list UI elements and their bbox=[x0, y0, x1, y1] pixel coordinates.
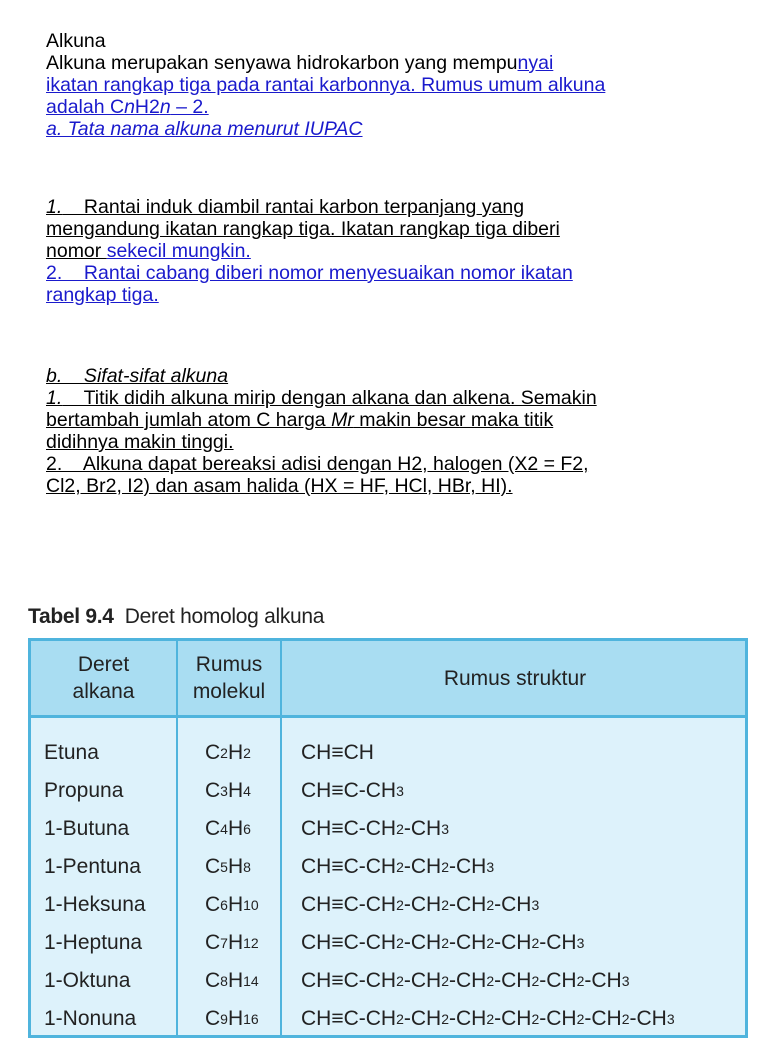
alkyne-name: Propuna bbox=[44, 779, 124, 802]
molecular-formula: C 5 H 8 bbox=[205, 855, 251, 878]
rule-1-line-3: nomor sekecil mungkin. bbox=[46, 240, 251, 262]
doc-title: Alkuna bbox=[46, 30, 106, 52]
structural-formula: CH≡CH bbox=[301, 741, 374, 764]
alkyne-name: 1-Heksuna bbox=[44, 893, 146, 916]
alkyne-name: 1-Butuna bbox=[44, 817, 130, 840]
structural-formula: CH≡C-CH 2 -CH 2 -CH 2 -CH 2 -CH 2 -CH 3 bbox=[301, 969, 630, 992]
table-row bbox=[31, 772, 745, 810]
structural-formula: CH≡C-CH 2 -CH 2 -CH 2 -CH 2 -CH 3 bbox=[301, 931, 585, 954]
molecular-formula: C 2 H 2 bbox=[205, 741, 251, 764]
intro-section bbox=[46, 30, 736, 140]
table-row bbox=[31, 886, 745, 924]
molecular-formula: C 7 H 12 bbox=[205, 931, 259, 954]
alkyne-name: 1-Nonuna bbox=[44, 1007, 137, 1030]
table-row bbox=[31, 734, 745, 772]
molecular-formula: C 9 H 16 bbox=[205, 1007, 259, 1030]
intro-line-2[interactable]: ikatan rangkap tiga pada rantai karbonnya. Rumus umum alkuna bbox=[46, 74, 606, 96]
rule-1-line-2: mengandung ikatan rangkap tiga. Ikatan rangkap tiga diberi bbox=[46, 218, 560, 240]
structural-formula: CH≡C-CH 2 -CH 3 bbox=[301, 817, 449, 840]
rule-1-link[interactable]: sekecil mungkin. bbox=[106, 240, 251, 262]
rule-2-line-2[interactable]: rangkap tiga. bbox=[46, 284, 159, 306]
alkyne-name: 1-Heptuna bbox=[44, 931, 143, 954]
property-1-line-3: didihnya makin tinggi. bbox=[46, 431, 234, 453]
header-rumus-molekul: Rumus molekul bbox=[192, 653, 266, 703]
header-rumus-struktur: Rumus struktur bbox=[443, 666, 587, 690]
iupac-rules-section bbox=[46, 196, 736, 306]
molecular-formula: C 8 H 14 bbox=[205, 969, 259, 992]
intro-link[interactable]: nyai bbox=[517, 52, 554, 74]
molecular-formula: C 4 H 6 bbox=[205, 817, 251, 840]
alkyne-name: 1-Oktuna bbox=[44, 969, 131, 992]
table-row bbox=[31, 1000, 745, 1038]
alkyne-name: Etuna bbox=[44, 741, 99, 764]
property-2-line-1: 2. Alkuna dapat bereaksi adisi dengan H2, halogen (X2 = F2, bbox=[46, 453, 589, 475]
header-deret-alkana: Deret alkana bbox=[72, 653, 135, 703]
table-row bbox=[31, 962, 745, 1000]
table-header-row bbox=[31, 641, 745, 718]
intro-line-3[interactable]: adalah CnH2n – 2. bbox=[46, 96, 209, 118]
subheading-iupac[interactable]: a. Tata nama alkuna menurut IUPAC bbox=[46, 118, 363, 140]
structural-formula: CH≡C-CH 2 -CH 2 -CH 2 -CH 2 -CH 2 -CH 2 -CH 3 bbox=[301, 1007, 675, 1030]
table-row bbox=[31, 810, 745, 848]
subheading-properties: b. Sifat-sifat alkuna bbox=[46, 365, 229, 387]
property-2-line-2: Cl2, Br2, I2) dan asam halida (HX = HF, HCl, HBr, HI). bbox=[46, 475, 513, 497]
table-caption: Tabel 9.4 Deret homolog alkuna bbox=[28, 605, 325, 628]
property-1-line-1: 1. Titik didih alkuna mirip dengan alkana dan alkena. Semakin bbox=[46, 387, 597, 409]
structural-formula: CH≡C-CH 2 -CH 2 -CH 2 -CH 3 bbox=[301, 893, 540, 916]
homolog-table bbox=[28, 638, 748, 1038]
property-1-line-2: bertambah jumlah atom C harga Mr makin besar maka titik bbox=[46, 409, 554, 431]
intro-line-1: Alkuna merupakan senyawa hidrokarbon yang mempunyai bbox=[46, 52, 554, 74]
properties-section bbox=[46, 365, 736, 497]
alkyne-name: 1-Pentuna bbox=[44, 855, 141, 878]
table-row bbox=[31, 924, 745, 962]
structural-formula: CH≡C-CH 3 bbox=[301, 779, 404, 802]
rule-1-line-1: 1. Rantai induk diambil rantai karbon terpanjang yang bbox=[46, 196, 525, 218]
rule-2-line-1[interactable]: 2. Rantai cabang diberi nomor menyesuaikan nomor ikatan bbox=[46, 262, 573, 284]
structural-formula: CH≡C-CH 2 -CH 2 -CH 3 bbox=[301, 855, 495, 878]
molecular-formula: C 6 H 10 bbox=[205, 893, 259, 916]
table-row bbox=[31, 848, 745, 886]
molecular-formula: C 3 H 4 bbox=[205, 779, 251, 802]
